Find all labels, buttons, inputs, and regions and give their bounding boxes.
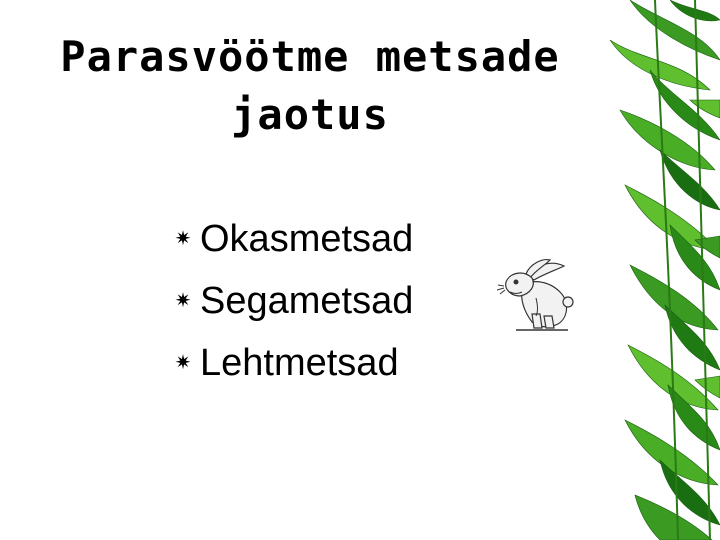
asterisk-bullet-icon: ✷ xyxy=(174,290,192,312)
bullet-item xyxy=(170,208,413,270)
bullet-label: Lehtmetsad xyxy=(200,341,399,384)
asterisk-bullet-icon: ✷ xyxy=(174,352,192,374)
bullet-label: Segametsad xyxy=(200,279,414,322)
bullet-label: Okasmetsad xyxy=(200,217,414,260)
bullet-item xyxy=(170,270,413,332)
slide-title: Parasvöötme metsade jaotus xyxy=(60,32,560,139)
rabbit-clipart xyxy=(492,258,582,332)
bamboo-border-decoration xyxy=(600,0,720,540)
bullet-list xyxy=(170,208,413,394)
bullet-item xyxy=(170,332,413,394)
asterisk-bullet-icon: ✷ xyxy=(174,228,192,250)
